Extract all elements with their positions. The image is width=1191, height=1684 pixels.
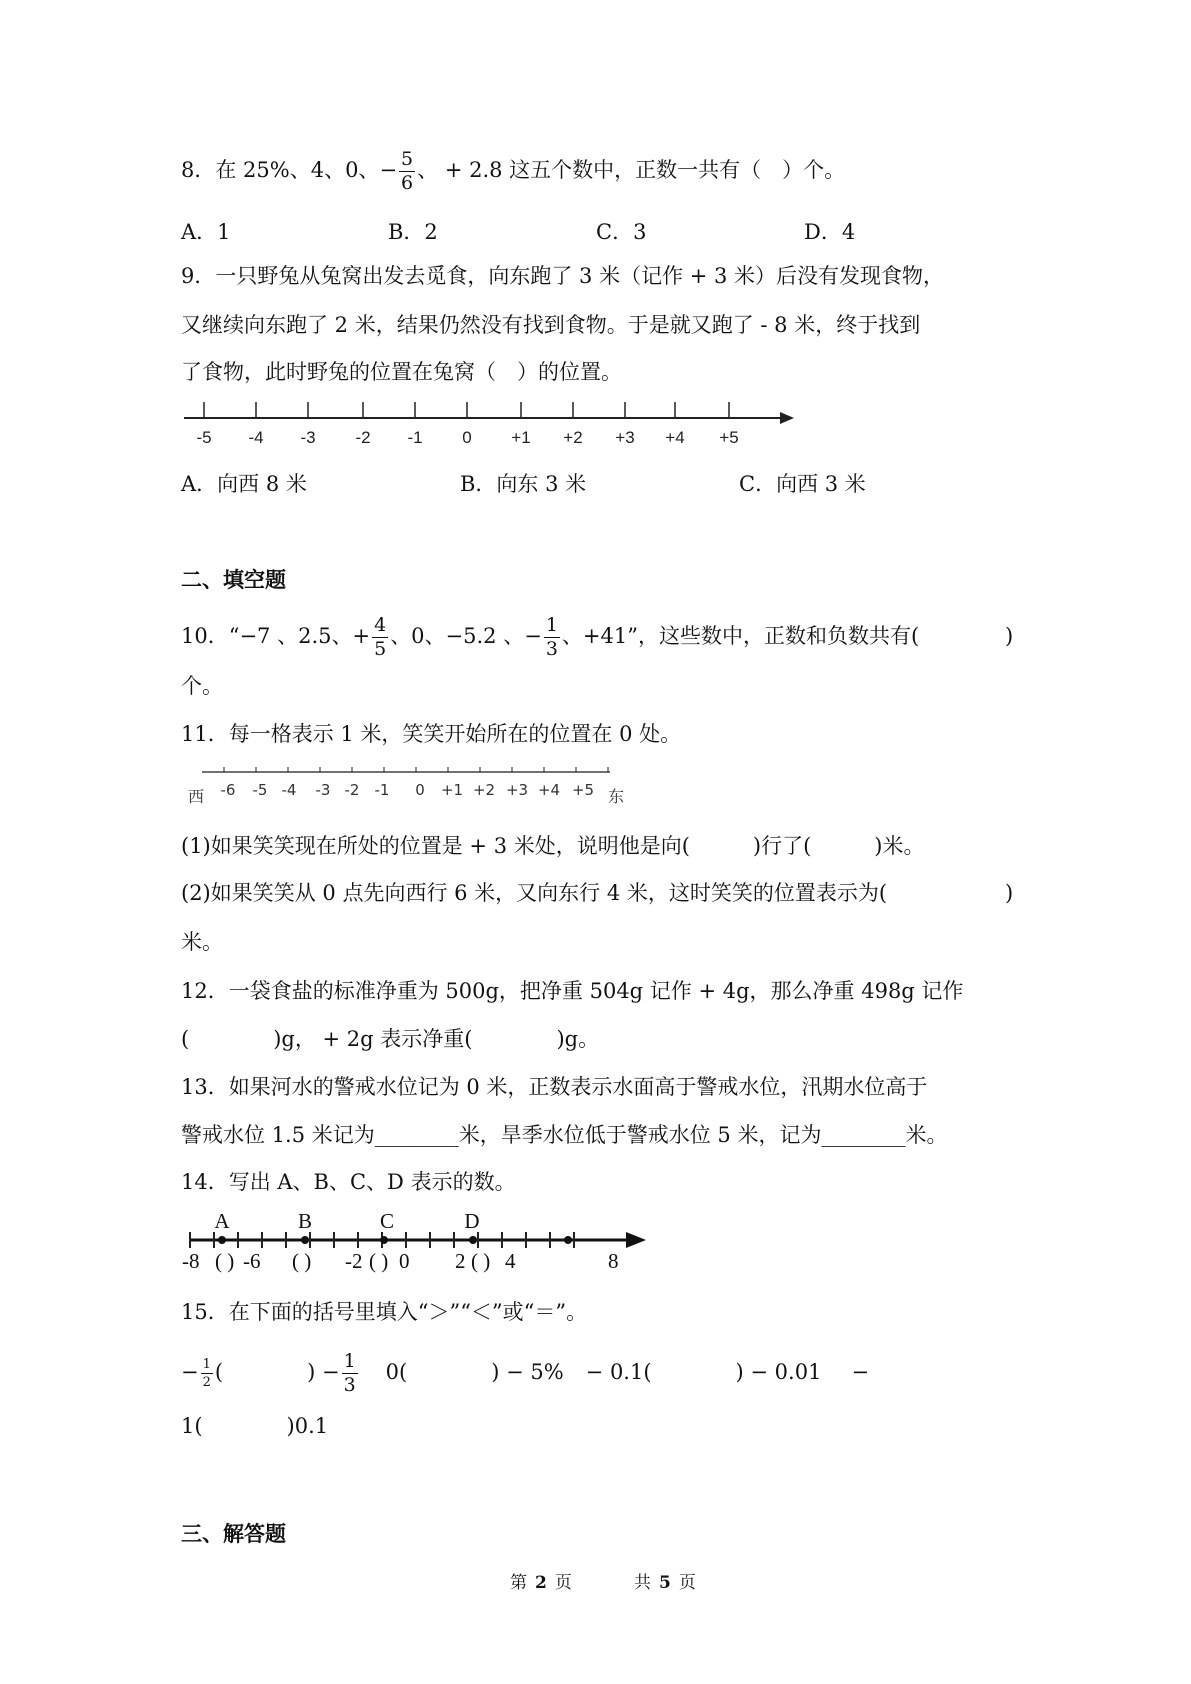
q9-tick-labels: [196, 428, 738, 447]
section-2-title: 二、填空题: [181, 568, 286, 592]
q14-letter-a: A: [214, 1209, 230, 1233]
q10-text-1: 10．“−7 、2.5、+: [181, 624, 371, 648]
q8-fraction: [399, 150, 415, 193]
footer-page-prefix: 第: [510, 1573, 527, 1593]
footer-total-num: 5: [659, 1573, 671, 1593]
q14-number-line: [180, 1208, 660, 1278]
footer-total-suffix: 页: [678, 1573, 696, 1593]
q15-c1-den: 2: [202, 1375, 211, 1390]
q10-close-paren: ): [1005, 624, 1014, 648]
q9-number-line: [180, 392, 800, 452]
q11-east-label: 东: [608, 787, 625, 806]
q11-label: -6: [220, 781, 236, 799]
q14-letter-b: B: [297, 1209, 313, 1233]
q11-sub-2: (2)如果笑笑从 0 点先向西行 6 米，又向东行 4 米，这时笑笑的位置表示为(: [181, 881, 888, 905]
q9-label: +2: [563, 428, 583, 447]
q8-frac-den: 6: [401, 172, 414, 194]
q8-text-before: 8．在 25%、4、0、: [181, 158, 380, 182]
q8-neg-sign: −: [379, 158, 398, 182]
q15-c1-fraction-2: [342, 1352, 358, 1395]
q11-tick-labels: [221, 781, 595, 799]
q9-line-2: 又继续向东跑了 2 米，结果仍然没有找到食物。于是就又跑了 - 8 米，终于找到: [181, 313, 921, 337]
q11-label: -5: [252, 781, 268, 799]
footer-total-prefix: 共: [634, 1573, 651, 1593]
page-total: [634, 1568, 696, 1593]
q11-label: -4: [281, 781, 297, 799]
q11-label: -1: [374, 781, 390, 799]
q9-option-c: C．向西 3 米: [739, 472, 866, 496]
q15-c1-num2: 1: [343, 1350, 356, 1372]
q11-line-1: 11．每一格表示 1 米，笑笑开始所在的位置在 0 处。: [181, 722, 682, 746]
q12-line-1: 12．一袋食盐的标准净重为 500g，把净重 504g 记作 + 4g，那么净重 498g 记作: [181, 979, 964, 1003]
q8-option-c: C．3: [596, 220, 647, 244]
q14-letter-c: C: [379, 1209, 395, 1233]
q14-label-8: 8: [608, 1249, 619, 1273]
q11-label: +1: [440, 781, 464, 799]
q9-line-3: 了食物，此时野兔的位置在兔窝（ ）的位置。: [181, 360, 622, 384]
q15-c1-fraction: [201, 1358, 213, 1389]
q15-c2: 0( ) − 5%: [385, 1360, 564, 1384]
q10-stem: [181, 616, 919, 659]
q15-line-1: 15．在下面的括号里填入“＞”“＜”或“＝”。: [181, 1300, 588, 1324]
q14-blank-b: ( ): [292, 1249, 312, 1273]
q9-label: -3: [300, 428, 316, 447]
q9-line-1: 9．一只野兔从兔窝出发去觅食，向东跑了 3 米（记作 + 3 米）后没有发现食物，: [181, 264, 945, 288]
q14-blank-a: ( ): [215, 1249, 235, 1273]
q9-label: +5: [719, 428, 739, 447]
q8-option-d: D．4: [804, 220, 856, 244]
q8-text-after: 、 + 2.8 这五个数中，正数一共有（ ）个。: [417, 158, 846, 182]
q15-c1-num: 1: [202, 1357, 211, 1372]
q14-letters: [214, 1209, 479, 1233]
q11-label: 0: [415, 781, 425, 799]
q9-label: 0: [462, 428, 472, 447]
q10-fraction-1: [372, 616, 388, 659]
q15-line-2: 1( )0.1: [181, 1414, 329, 1438]
q14-point-a: [218, 1236, 226, 1244]
q11-sub-1: (1)如果笑笑现在所处的位置是 + 3 米处，说明他是向( )行了( )米。: [181, 834, 925, 858]
section-3-title: 三、解答题: [181, 1522, 286, 1546]
q10-frac1-num: 4: [374, 614, 387, 636]
q10-frac1-den: 5: [374, 638, 387, 660]
q11-label: +5: [571, 781, 595, 799]
q15-c4-dash: −: [851, 1360, 870, 1384]
q11-sub-2-close: ): [1005, 881, 1014, 905]
q14-line-1: 14．写出 A、B、C、D 表示的数。: [181, 1170, 516, 1194]
q9-label: +4: [665, 428, 685, 447]
q9-axis-arrow: [780, 412, 794, 424]
q10-frac2-num: 1: [545, 614, 558, 636]
q11-label: +2: [472, 781, 496, 799]
q14-label-neg2: -2: [345, 1249, 363, 1273]
q14-blank-c: ( ): [369, 1249, 389, 1273]
q9-label: -5: [196, 428, 212, 447]
q10-text-3: 、+41”，这些数中，正数和负数共有(: [561, 624, 920, 648]
q8-option-b: B．2: [388, 220, 438, 244]
q10-text-2: 、0、−5.2 、−: [390, 624, 542, 648]
q14-point-6: [564, 1236, 572, 1244]
q14-axis-arrow: [626, 1232, 646, 1248]
footer-page-num: 2: [535, 1573, 547, 1593]
footer-page-suffix: 页: [554, 1573, 572, 1593]
q15-c1-mid: ( ) −: [214, 1360, 340, 1384]
q15-c1-neg: −: [181, 1360, 199, 1384]
q8-stem: [181, 150, 845, 193]
q11-label: -3: [315, 781, 331, 799]
q14-label-neg8: -8: [182, 1249, 200, 1273]
q15-c3: − 0.1( ) − 0.01: [585, 1360, 822, 1384]
q11-number-line: [180, 764, 640, 812]
q10-line-2: 个。: [181, 674, 223, 698]
q9-label: +1: [511, 428, 531, 447]
q12-line-2: ( )g， + 2g 表示净重( )g。: [181, 1027, 600, 1051]
q11-west-label: 西: [188, 787, 205, 806]
q11-label: +4: [537, 781, 561, 799]
q9-label: -1: [407, 428, 423, 447]
q11-sub-2-line-2: 米。: [181, 930, 223, 954]
q14-label-2: 2: [455, 1249, 466, 1273]
q13-line-2: 警戒水位 1.5 米记为________米，旱季水位低于警戒水位 5 米，记为________米。: [181, 1123, 948, 1147]
q9-label: -4: [248, 428, 264, 447]
q11-label: -2: [344, 781, 360, 799]
q10-frac2-den: 3: [545, 638, 558, 660]
q9-option-b: B．向东 3 米: [460, 472, 587, 496]
page-number: [510, 1568, 572, 1593]
q9-option-a: A．向西 8 米: [181, 472, 307, 496]
q8-option-a: A．1: [181, 220, 231, 244]
q8-frac-num: 5: [401, 148, 414, 170]
q14-label-4: 4: [505, 1249, 516, 1273]
q15-c1-den2: 3: [343, 1374, 356, 1396]
q14-label-neg6: -6: [243, 1249, 261, 1273]
q15-compare-row: [181, 1352, 869, 1395]
q9-ticks: [204, 402, 729, 418]
q14-point-b: [301, 1236, 309, 1244]
q10-fraction-2: [544, 616, 560, 659]
q14-point-d: [469, 1236, 477, 1244]
q14-point-c: [380, 1236, 388, 1244]
q14-letter-d: D: [464, 1209, 480, 1233]
q9-label: -2: [355, 428, 371, 447]
q13-line-1: 13．如果河水的警戒水位记为 0 米，正数表示水面高于警戒水位，汛期水位高于: [181, 1075, 928, 1099]
q14-label-0: 0: [399, 1249, 410, 1273]
q9-label: +3: [615, 428, 635, 447]
q11-label: +3: [505, 781, 529, 799]
q14-bottom-labels: [182, 1249, 619, 1273]
q14-blank-d: ( ): [471, 1249, 491, 1273]
